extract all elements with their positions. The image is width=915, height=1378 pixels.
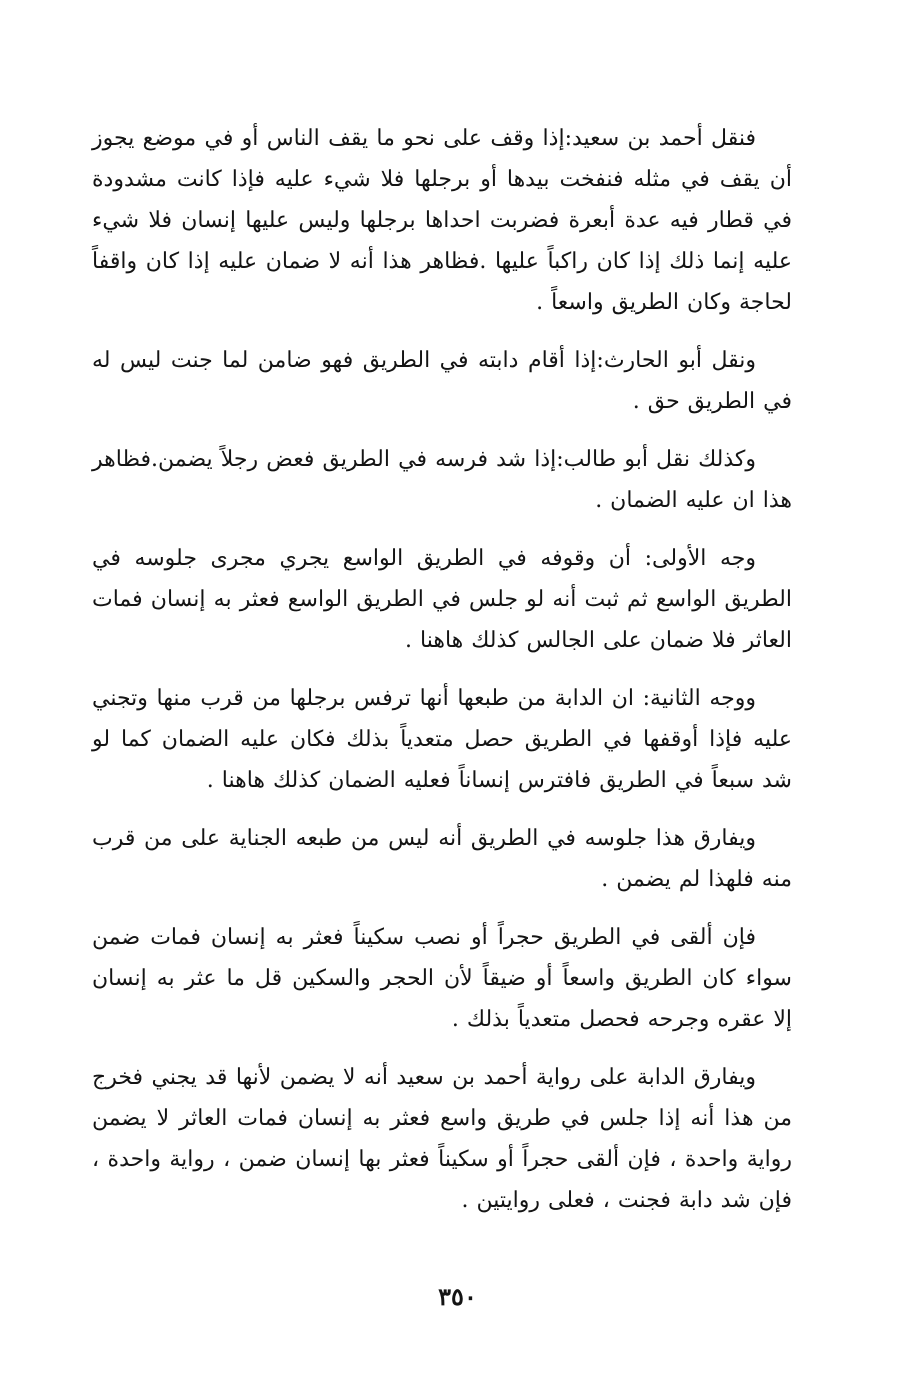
page-number: ٣٥٠ xyxy=(438,1282,477,1311)
body-text xyxy=(92,118,792,1238)
paragraph-1: فنقل أحمد بن سعيد:إذا وقف على نحو ما يقف الناس أو في موضع يجوز أن يقف في مثله فنفخت بيدها أو برجلها فلا شيء عليه فإذا كانت مشدودة في قطار فيه عدة أبعرة فضربت احداها برجلها وليس عليها إنسان فلا شيء عليه إنما ذلك إذا كان راكباً عليها .فظاهر هذا أنه لا ضمان عليه إذا كان واقفاً لحاجة وكان الطريق واسعاً . xyxy=(92,126,792,315)
paragraph-4: وجه الأولى: أن وقوفه في الطريق الواسع يجري مجرى جلوسه في الطريق الواسع ثم ثبت أنه لو جلس في الطريق الواسع فعثر به إنسان فمات العاثر فلا ضمان على الجالس كذلك هاهنا . xyxy=(92,546,792,653)
paragraph-2: ونقل أبو الحارث:إذا أقام دابته في الطريق فهو ضامن لما جنت ليس له في الطريق حق . xyxy=(92,348,792,414)
paragraph-7: فإن ألقى في الطريق حجراً أو نصب سكيناً فعثر به إنسان فمات ضمن سواء كان الطريق واسعاً أو ضيقاً لأن الحجر والسكين قل ما عثر به إنسان إلا عقره وجرحه فحصل متعدياً بذلك . xyxy=(92,925,792,1032)
paragraph-8: ويفارق الدابة على رواية أحمد بن سعيد أنه لا يضمن لأنها قد يجني فخرج من هذا أنه إذا جلس في طريق واسع فعثر به إنسان فمات العاثر لا يضمن رواية واحدة ، فإن ألقى حجراً أو سكيناً فعثر بها إنسان ضمن ، رواية واحدة ، فإن شد دابة فجنت ، فعلى روايتين . xyxy=(92,1065,792,1213)
paragraph-5: ووجه الثانية: ان الدابة من طبعها أنها ترفس برجلها من قرب منها وتجني عليه فإذا أوقفها في الطريق حصل متعدياً بذلك فكان عليه الضمان كما لو شد سبعاً في الطريق فافترس إنساناً فعليه الضمان كذلك هاهنا . xyxy=(92,686,792,793)
paragraph-3: وكذلك نقل أبو طالب:إذا شد فرسه في الطريق فعض رجلاً يضمن.فظاهر هذا ان عليه الضمان . xyxy=(92,447,792,513)
paragraph-6: ويفارق هذا جلوسه في الطريق أنه ليس من طبعه الجناية على من قرب منه فلهذا لم يضمن . xyxy=(92,826,792,892)
